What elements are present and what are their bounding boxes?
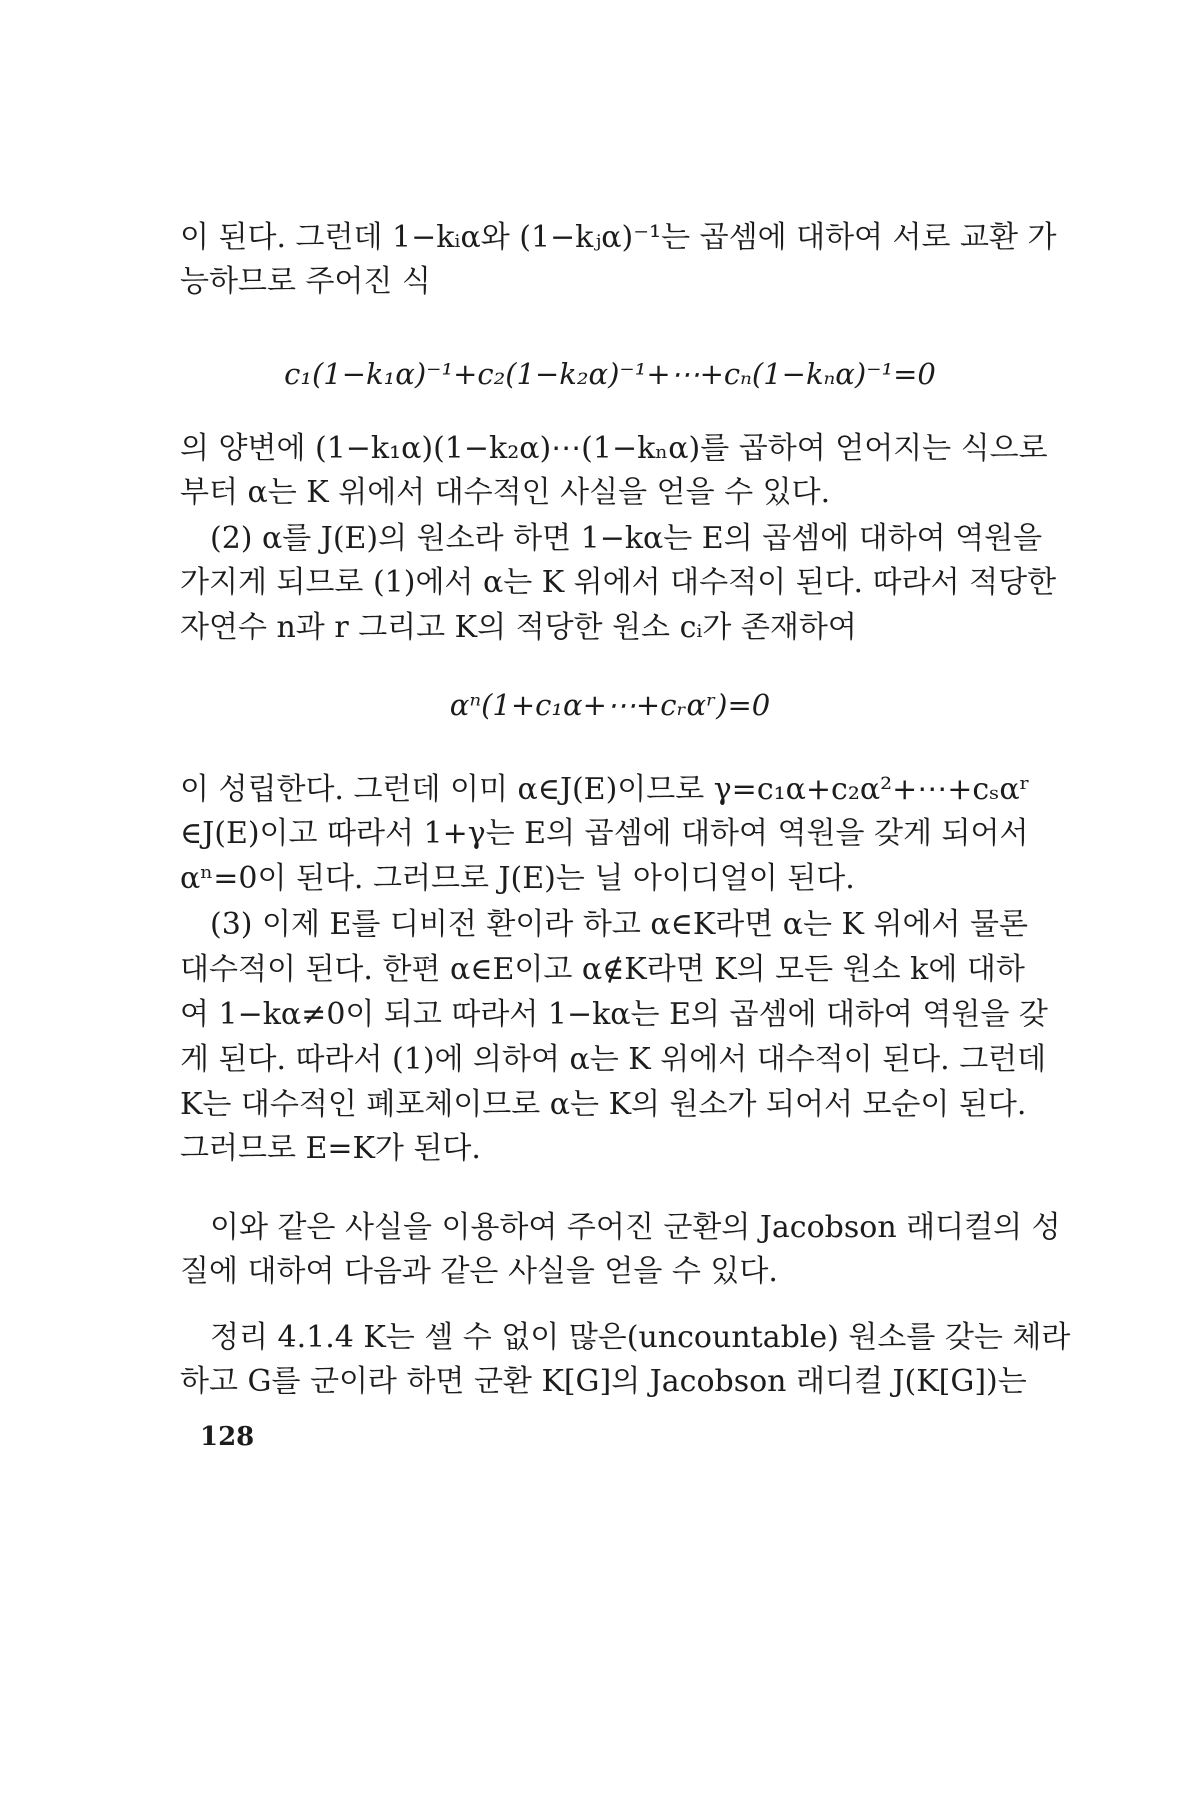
text-line: 의 양변에 (1−k₁α)(1−k₂α)⋯(1−kₙα)를 곱하여 얻어지는 식으로 [180,431,1048,466]
text-line: (3) 이제 E를 디비전 환이라 하고 α∈K라면 α는 K 위에서 물론 [210,907,1028,942]
text-line: 가지게 되므로 (1)에서 α는 K 위에서 대수적이 된다. 따라서 적당한 [180,565,1057,600]
text-line: 이 성립한다. 그런데 이미 α∈J(E)이므로 γ=c₁α+c₂α²+⋯+cₛαʳ [180,772,1031,807]
theorem-heading-line: 정리 4.1.4 K는 셀 수 없이 많은(uncountable) 원소를 갖는 체라 [210,1320,1071,1355]
text-line: ∈J(E)이고 따라서 1+γ는 E의 곱셈에 대하여 역원을 갖게 되어서 [180,816,1029,851]
text-line: 대수적이 된다. 한편 α∈E이고 α∉K라면 K의 모든 원소 k에 대하 [180,952,1025,987]
text-line: 자연수 n과 r 그리고 K의 적당한 원소 cᵢ가 존재하여 [180,610,857,645]
equation: αⁿ(1+c₁α+⋯+cᵣαʳ)=0 [449,688,771,722]
text-line: 하고 G를 군이라 하면 군환 K[G]의 Jacobson 래디컬 J(K[G])는 [180,1364,1027,1399]
text-line: K는 대수적인 폐포체이므로 α는 K의 원소가 되어서 모순이 된다. [180,1087,1027,1122]
text-line: 이 된다. 그런데 1−kᵢα와 (1−kⱼα)⁻¹는 곱셈에 대하여 서로 교환 가 [180,220,1057,255]
text-line: 질에 대하여 다음과 같은 사실을 얻을 수 있다. [180,1254,778,1289]
text-line: 부터 α는 K 위에서 대수적인 사실을 얻을 수 있다. [180,475,831,510]
text-line: αⁿ=0이 된다. 그러므로 J(E)는 닐 아이디얼이 된다. [180,861,855,896]
text-line: 게 된다. 따라서 (1)에 의하여 α는 K 위에서 대수적이 된다. 그런데 [180,1042,1047,1077]
text-line: 여 1−kα≠0이 되고 따라서 1−kα는 E의 곱셈에 대하여 역원을 갖 [180,997,1048,1032]
page-number: 128 [200,1422,255,1452]
text-line: 그러므로 E=K가 된다. [180,1131,481,1166]
text-line: (2) α를 J(E)의 원소라 하면 1−kα는 E의 곱셈에 대하여 역원을 [210,521,1043,556]
equation: c₁(1−k₁α)⁻¹+c₂(1−k₂α)⁻¹+⋯+cₙ(1−kₙα)⁻¹=0 [284,357,936,391]
text-line: 능하므로 주어진 식 [180,264,431,299]
text-line: 이와 같은 사실을 이용하여 주어진 군환의 Jacobson 래디컬의 성 [210,1210,1061,1245]
